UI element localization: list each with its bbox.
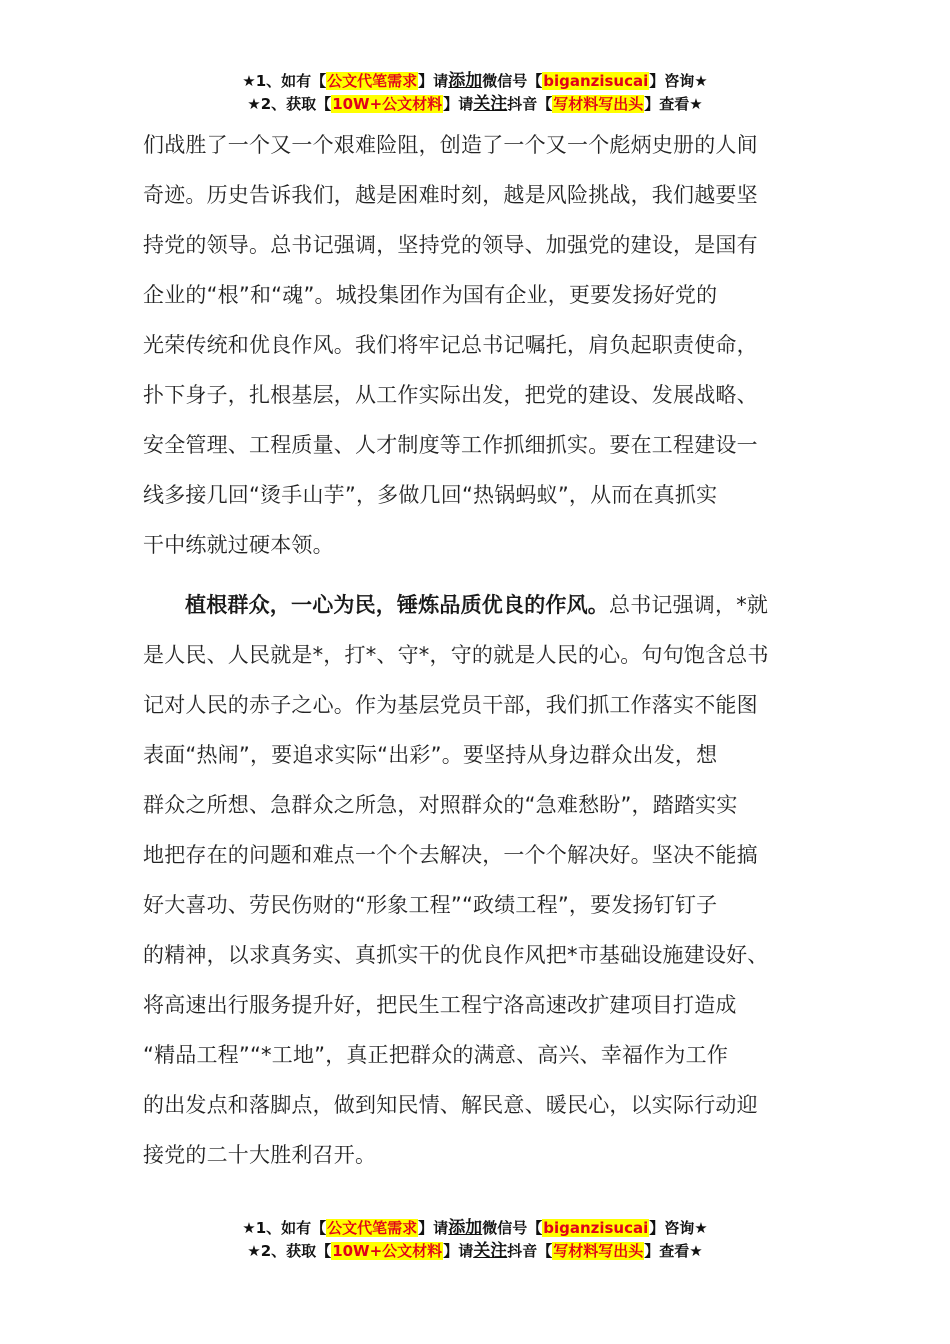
banner-text: ★1、如有【 (242, 72, 327, 90)
text-line: 们战胜了一个又一个艰难险阻，创造了一个又一个彪炳史册的人间 (143, 133, 758, 157)
text-fragment: 总书记强调，*就 (609, 593, 769, 617)
banner-text: ★2、获取【 (247, 95, 332, 113)
text-line (143, 580, 809, 630)
banner-text: 抖音【 (507, 95, 553, 113)
banner-line-1 (0, 1217, 950, 1240)
highlight-materials: 10W+公文材料 (332, 95, 443, 113)
highlight-douyin: 写材料写出头 (553, 95, 644, 113)
banner-text: ★2、获取【 (247, 1242, 332, 1260)
footer-banner (0, 1217, 950, 1263)
text-line: 记对人民的赤子之心。作为基层党员干部，我们抓工作落实不能图 (143, 693, 758, 717)
text-line: 持党的领导。总书记强调，坚持党的领导、加强党的建设，是国有 (143, 233, 758, 257)
paragraph-heading: 植根群众，一心为民，锤炼品质优良的作风。 (185, 593, 609, 617)
highlight-wechat-id: biganzisucai (543, 1219, 649, 1237)
banner-text: 】咨询★ (649, 72, 708, 90)
text-line: 地把存在的问题和难点一个个去解决，一个个解决好。坚决不能搞 (143, 843, 758, 867)
banner-text: 】请 (418, 72, 449, 90)
text-line: 的出发点和落脚点，做到知民情、解民意、暖民心，以实际行动迎 (143, 1093, 758, 1117)
text-line: 是人民、人民就是*，打*、守*，守的就是人民的心。句句饱含总书 (143, 643, 769, 667)
highlight-douyin: 写材料写出头 (553, 1242, 644, 1260)
header-banner (0, 70, 950, 116)
text-line: 安全管理、工程质量、人才制度等工作抓细抓实。要在工程建设一 (143, 433, 758, 457)
banner-line-2 (0, 93, 950, 116)
text-line: 将高速出行服务提升好，把民生工程宁洛高速改扩建项目打造成 (143, 993, 737, 1017)
highlight-service: 公文代笔需求 (327, 1219, 418, 1237)
paragraph-2-continued (143, 630, 809, 1180)
text-line: 好大喜功、劳民伤财的“形象工程”“政绩工程”，要发扬钉钉子 (143, 893, 718, 917)
text-line: 光荣传统和优良作风。我们将牢记总书记嘱托，肩负起职责使命， (143, 333, 758, 357)
paragraph-1 (143, 120, 809, 570)
document-body (143, 120, 809, 1180)
text-line: 线多接几回“烫手山芋”，多做几回“热锅蚂蚁”，从而在真抓实 (143, 483, 718, 507)
highlight-service: 公文代笔需求 (327, 72, 418, 90)
underline-add: 添加 (448, 1218, 483, 1238)
text-line: 的精神，以求真务实、真抓实干的优良作风把*市基础设施建设好、 (143, 943, 769, 967)
underline-follow: 关注 (473, 94, 508, 114)
banner-text: 微信号【 (482, 1219, 543, 1237)
banner-line-2 (0, 1240, 950, 1263)
banner-text: 】查看★ (644, 95, 703, 113)
underline-follow: 关注 (473, 1241, 508, 1261)
text-line: “精品工程”“*工地”，真正把群众的满意、高兴、幸福作为工作 (143, 1043, 729, 1067)
banner-text: 】咨询★ (649, 1219, 708, 1237)
banner-text: 】请 (443, 1242, 474, 1260)
banner-line-1 (0, 70, 950, 93)
text-line: 群众之所想、急群众之所急，对照群众的“急难愁盼”，踏踏实实 (143, 793, 738, 817)
banner-text: 】查看★ (644, 1242, 703, 1260)
highlight-wechat-id: biganzisucai (543, 72, 649, 90)
text-line: 接党的二十大胜利召开。 (143, 1143, 377, 1167)
banner-text: 】请 (418, 1219, 449, 1237)
banner-text: 】请 (443, 95, 474, 113)
text-line: 表面“热闹”，要追求实际“出彩”。要坚持从身边群众出发，想 (143, 743, 718, 767)
banner-text: 微信号【 (482, 72, 543, 90)
text-line: 奇迹。历史告诉我们，越是困难时刻，越是风险挑战，我们越要坚 (143, 183, 758, 207)
text-line: 扑下身子，扎根基层，从工作实际出发，把党的建设、发展战略、 (143, 383, 758, 407)
paragraph-2 (143, 580, 809, 630)
text-line: 企业的“根”和“魂”。城投集团作为国有企业，更要发扬好党的 (143, 283, 718, 307)
text-line: 干中练就过硬本领。 (143, 533, 334, 557)
banner-text: ★1、如有【 (242, 1219, 327, 1237)
highlight-materials: 10W+公文材料 (332, 1242, 443, 1260)
underline-add: 添加 (448, 71, 483, 91)
banner-text: 抖音【 (507, 1242, 553, 1260)
